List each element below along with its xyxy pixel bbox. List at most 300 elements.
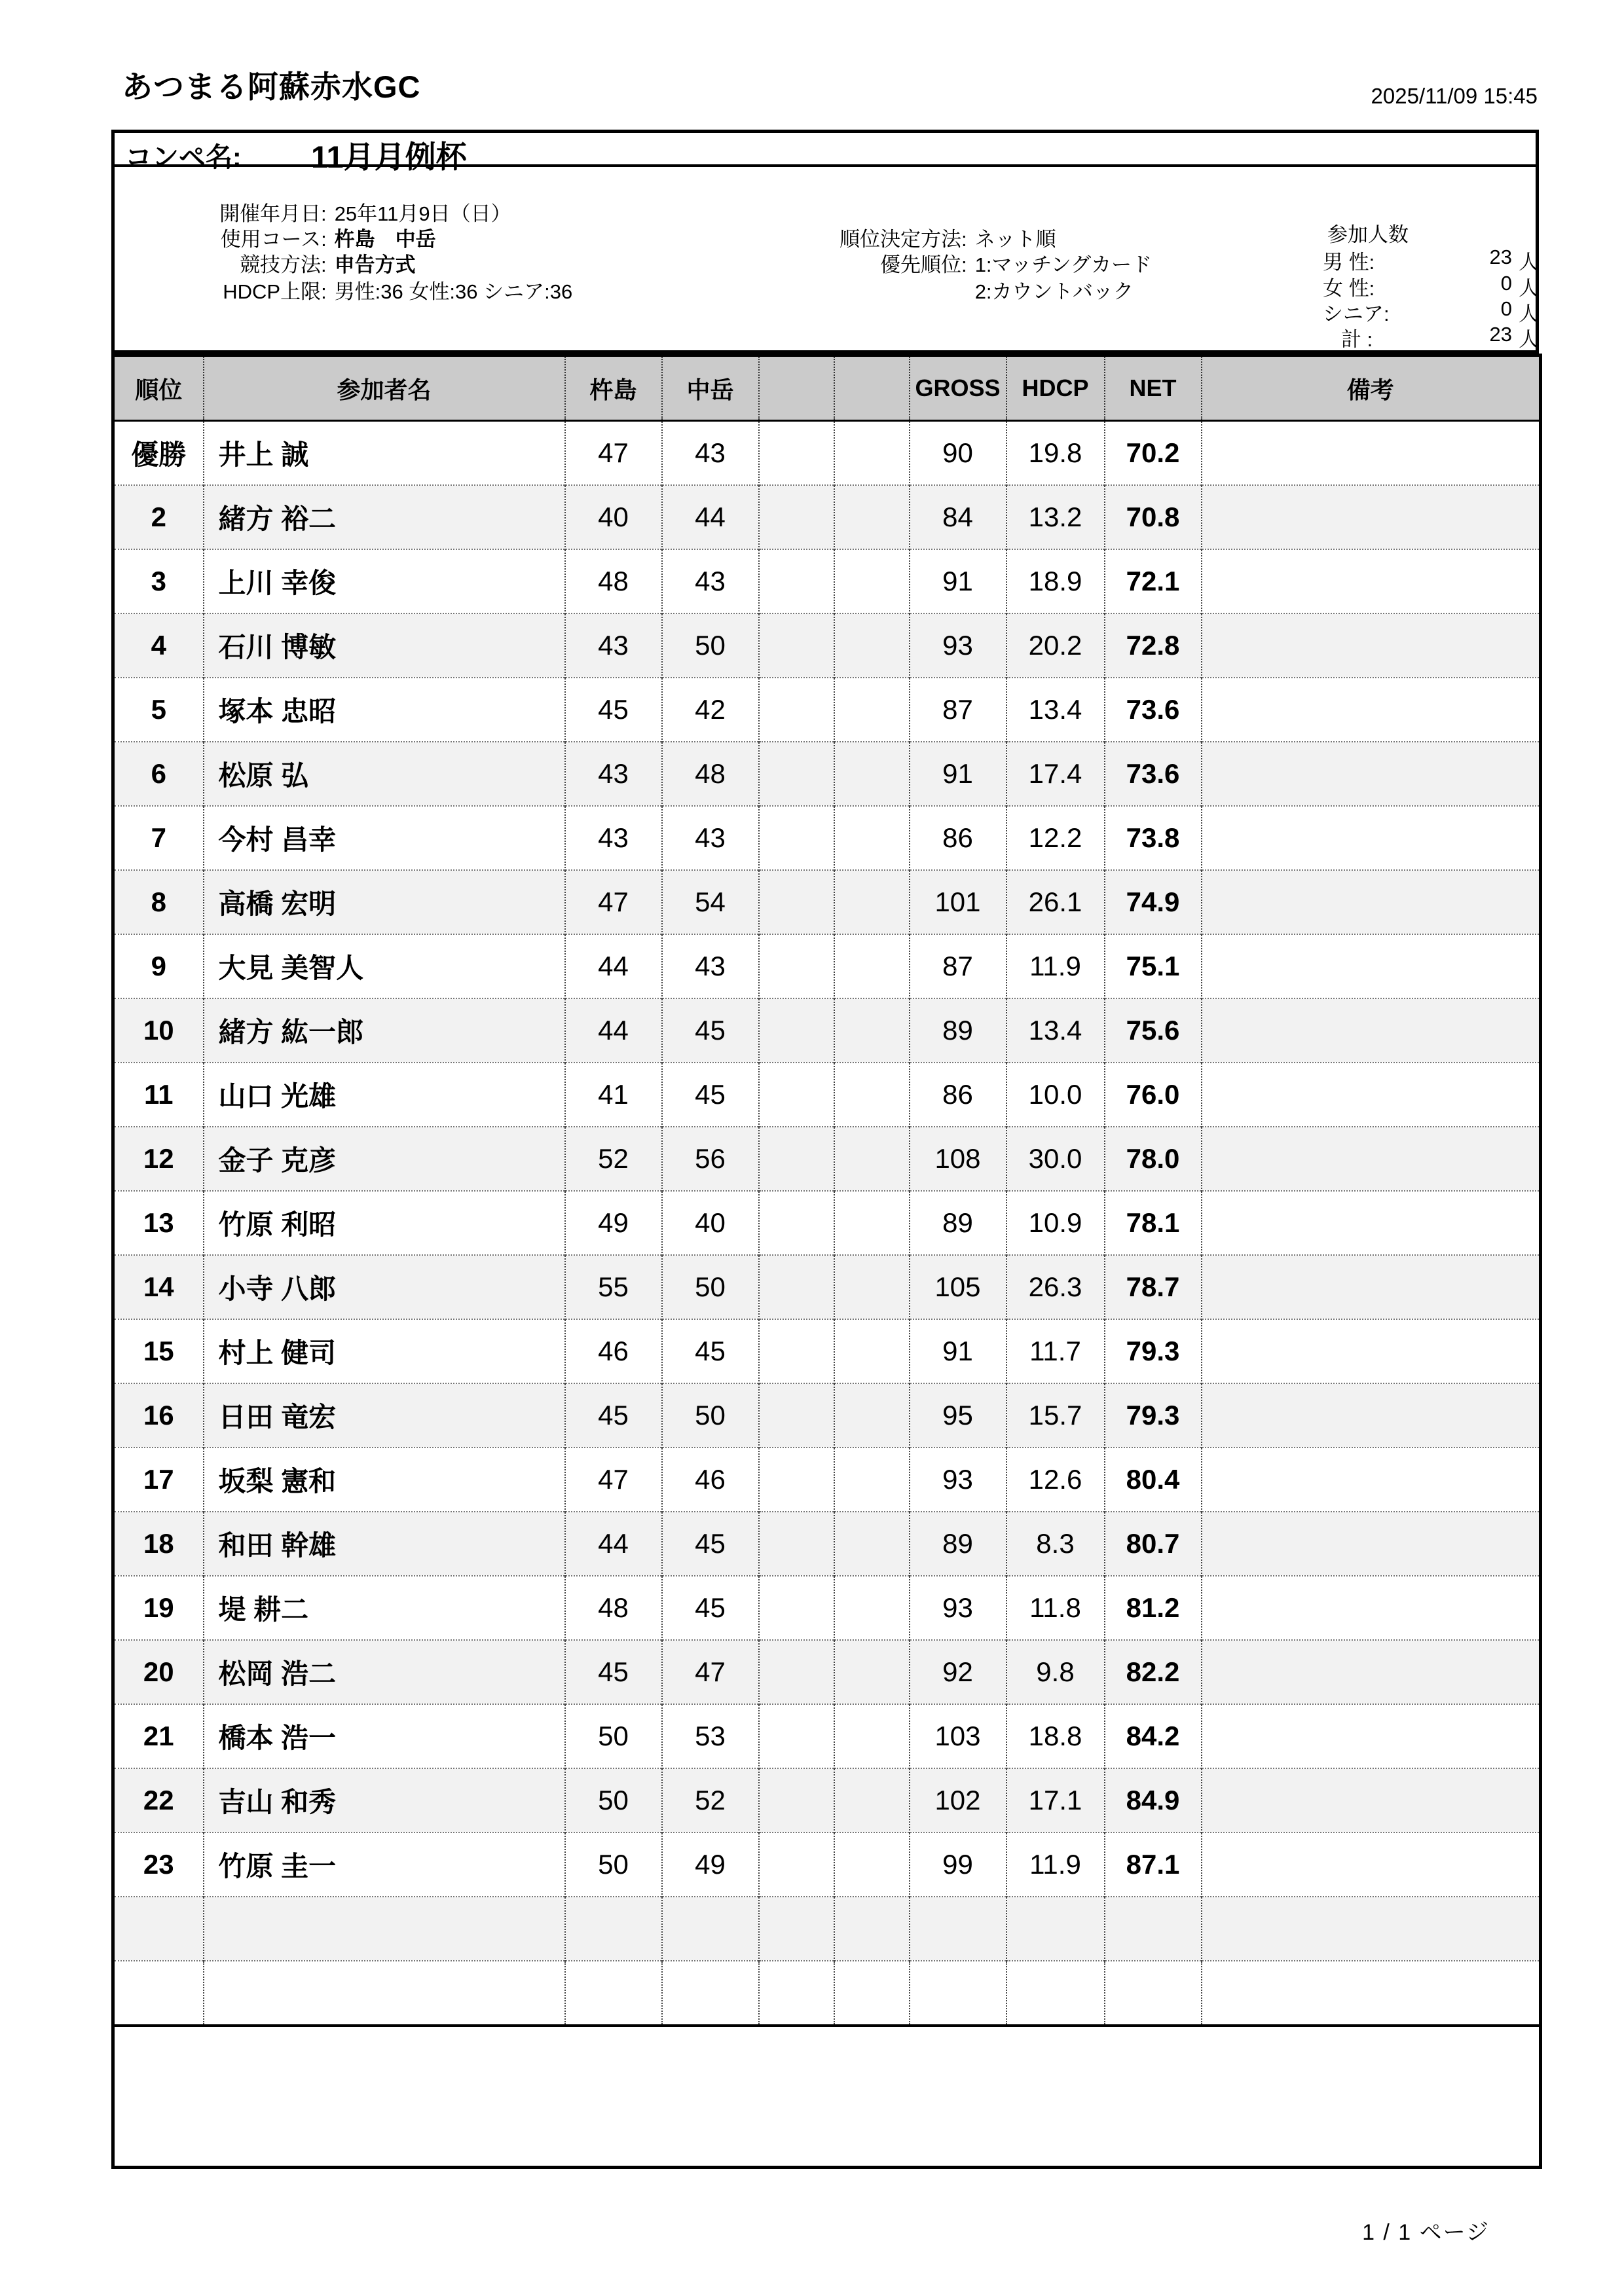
cell-rank: 2 [113,485,204,549]
cell-kijima: 52 [565,1127,662,1191]
cell-kijima: 45 [565,678,662,742]
cell-nakadake: 43 [662,806,759,870]
cell-kijima: 46 [565,1319,662,1383]
cell-gross: 86 [910,806,1006,870]
cell-name: 山口 光雄 [204,1063,565,1127]
cell-name: 和田 幹雄 [204,1512,565,1576]
cell-name: 小寺 八郎 [204,1255,565,1319]
cell-gross: 105 [910,1255,1006,1319]
cell-nakadake: 50 [662,1383,759,1448]
cell-kijima: 50 [565,1768,662,1832]
empty-row [113,1961,1541,2026]
cell-name: 日田 竜宏 [204,1383,565,1448]
cell-gross: 101 [910,870,1006,934]
competition-name-label: コンペ名: [125,142,242,172]
cell-empty [1105,1897,1202,1961]
cell-gross: 91 [910,742,1006,806]
competition-name: 11月月例杯 [311,139,467,174]
cell-rank: 14 [113,1255,204,1319]
cell-hdcp: 11.8 [1006,1576,1105,1640]
cell-name: 堤 耕二 [204,1576,565,1640]
cell-kijima: 47 [565,1448,662,1512]
page-number: 1 / 1 ページ [1362,2220,1490,2245]
cell-blank2 [834,1832,910,1897]
cell-blank2 [834,1768,910,1832]
cell-name: 井上 誠 [204,421,565,486]
print-timestamp: 2025/11/09 15:45 [1371,84,1538,108]
cell-blank1 [759,421,834,486]
cell-net: 75.1 [1105,934,1202,998]
competition-info-box [111,130,1539,354]
cell-kijima: 48 [565,1576,662,1640]
cell-remarks [1202,1448,1541,1512]
cell-net: 72.8 [1105,613,1202,678]
empty-row [113,1897,1541,1961]
cell-name: 緒方 紘一郎 [204,998,565,1063]
cell-kijima: 47 [565,870,662,934]
cell-blank1 [759,1640,834,1704]
cell-name: 石川 博敏 [204,613,565,678]
col-header-hdcp: HDCP [1006,355,1105,421]
participants-total-line [1323,323,1539,352]
cell-rank: 22 [113,1768,204,1832]
cell-name: 坂梨 憲和 [204,1448,565,1512]
cell-blank1 [759,742,834,806]
cell-rank: 7 [113,806,204,870]
course-value: 杵島 中岳 [334,228,436,251]
cell-nakadake: 49 [662,1832,759,1897]
cell-net: 78.1 [1105,1191,1202,1255]
cell-kijima: 55 [565,1255,662,1319]
cell-net: 74.9 [1105,870,1202,934]
cell-kijima: 41 [565,1063,662,1127]
cell-gross: 93 [910,1448,1006,1512]
hdcp-limit-line [125,251,572,328]
cell-name: 吉山 和秀 [204,1768,565,1832]
cell-gross: 89 [910,1191,1006,1255]
cell-blank2 [834,1383,910,1448]
cell-net: 70.2 [1105,421,1202,486]
cell-gross: 108 [910,1127,1006,1191]
cell-gross: 92 [910,1640,1006,1704]
cell-nakadake: 50 [662,1255,759,1319]
participants-unit: 人 [1519,302,1539,325]
col-header-remarks: 備考 [1202,355,1541,421]
cell-gross: 103 [910,1704,1006,1768]
cell-hdcp: 8.3 [1006,1512,1105,1576]
results-header-row [113,355,1541,421]
cell-remarks [1202,1512,1541,1576]
cell-net: 80.4 [1105,1448,1202,1512]
cell-nakadake: 42 [662,678,759,742]
cell-remarks [1202,1704,1541,1768]
cell-remarks [1202,549,1541,613]
cell-rank: 15 [113,1319,204,1383]
method-value: 申告方式 [334,253,416,276]
result-row [113,678,1541,742]
cell-name: 塚本 忠昭 [204,678,565,742]
cell-gross: 86 [910,1063,1006,1127]
cell-hdcp: 26.1 [1006,870,1105,934]
participants-senior-value: 0 [1500,297,1512,320]
cell-gross: 99 [910,1832,1006,1897]
cell-rank: 23 [113,1832,204,1897]
cell-empty [662,1897,759,1961]
cell-blank1 [759,1319,834,1383]
cell-nakadake: 53 [662,1704,759,1768]
cell-rank: 17 [113,1448,204,1512]
cell-blank1 [759,485,834,549]
col-header-kijima: 杵島 [565,355,662,421]
cell-name: 高橋 宏明 [204,870,565,934]
priority-value-2: 2:カウントバック [974,280,1134,303]
result-row [113,742,1541,806]
cell-kijima: 49 [565,1191,662,1255]
cell-net: 80.7 [1105,1512,1202,1576]
cell-hdcp: 10.9 [1006,1191,1105,1255]
cell-remarks [1202,678,1541,742]
cell-net: 78.0 [1105,1127,1202,1191]
cell-empty [113,1961,204,2026]
result-row [113,1383,1541,1448]
cell-nakadake: 45 [662,1576,759,1640]
cell-hdcp: 10.0 [1006,1063,1105,1127]
col-header-blank2 [834,355,910,421]
competition-name-row [115,133,1536,174]
cell-blank2 [834,806,910,870]
result-row [113,1832,1541,1897]
cell-blank1 [759,1191,834,1255]
cell-blank1 [759,1768,834,1832]
col-header-rank: 順位 [113,355,204,421]
result-row [113,1768,1541,1832]
cell-gross: 87 [910,678,1006,742]
cell-blank1 [759,1448,834,1512]
result-row [113,485,1541,549]
club-name: あつまる阿蘇赤水GC [122,69,421,104]
cell-remarks [1202,1640,1541,1704]
priority-line-2 [638,251,1134,328]
cell-nakadake: 52 [662,1768,759,1832]
cell-rank: 5 [113,678,204,742]
cell-blank2 [834,678,910,742]
cell-net: 78.7 [1105,1255,1202,1319]
cell-nakadake: 45 [662,1319,759,1383]
cell-name: 上川 幸俊 [204,549,565,613]
cell-blank2 [834,1255,910,1319]
cell-blank1 [759,1512,834,1576]
cell-rank: 20 [113,1640,204,1704]
cell-blank1 [759,549,834,613]
course-label: 使用コース: [220,228,327,251]
cell-blank2 [834,1319,910,1383]
cell-gross: 89 [910,998,1006,1063]
cell-rank: 13 [113,1191,204,1255]
cell-remarks [1202,613,1541,678]
cell-nakadake: 47 [662,1640,759,1704]
cell-hdcp: 11.7 [1006,1319,1105,1383]
cell-nakadake: 46 [662,1448,759,1512]
cell-blank2 [834,1640,910,1704]
cell-blank1 [759,1127,834,1191]
cell-net: 70.8 [1105,485,1202,549]
cell-gross: 87 [910,934,1006,998]
cell-empty [565,1961,662,2026]
participants-unit: 人 [1519,328,1539,351]
cell-hdcp: 11.9 [1006,1832,1105,1897]
cell-name: 金子 克彦 [204,1127,565,1191]
participants-unit: 人 [1519,277,1539,300]
cell-kijima: 43 [565,613,662,678]
cell-hdcp: 19.8 [1006,421,1105,486]
participants-total-label: 計 : [1341,328,1373,351]
cell-hdcp: 30.0 [1006,1127,1105,1191]
cell-name: 緒方 裕二 [204,485,565,549]
cell-net: 79.3 [1105,1383,1202,1448]
participants-women-value: 0 [1500,272,1512,295]
priority-label: 優先順位: [880,253,967,276]
cell-gross: 93 [910,1576,1006,1640]
cell-blank2 [834,934,910,998]
cell-nakadake: 43 [662,549,759,613]
event-date-label: 開催年月日: [219,202,327,225]
col-header-nakadake: 中岳 [662,355,759,421]
cell-blank1 [759,1576,834,1640]
cell-kijima: 44 [565,934,662,998]
cell-hdcp: 18.9 [1006,549,1105,613]
cell-empty [1202,1897,1541,1961]
participants-senior-label: シニア: [1323,302,1390,325]
cell-nakadake: 43 [662,934,759,998]
cell-blank1 [759,1063,834,1127]
cell-kijima: 45 [565,1640,662,1704]
cell-remarks [1202,485,1541,549]
cell-remarks [1202,1383,1541,1448]
cell-nakadake: 54 [662,870,759,934]
participants-unit: 人 [1519,251,1539,274]
cell-empty [834,1961,910,2026]
cell-gross: 84 [910,485,1006,549]
cell-net: 73.6 [1105,678,1202,742]
cell-blank1 [759,1255,834,1319]
cell-remarks [1202,1319,1541,1383]
col-header-net: NET [1105,355,1202,421]
cell-nakadake: 48 [662,742,759,806]
ranking-method-value: ネット順 [974,228,1056,251]
cell-nakadake: 44 [662,485,759,549]
cell-blank2 [834,1704,910,1768]
cell-blank2 [834,1063,910,1127]
cell-nakadake: 45 [662,1512,759,1576]
participants-men-line [1323,246,1539,275]
cell-rank: 9 [113,934,204,998]
bottom-empty-cell [113,2026,1541,2168]
cell-blank2 [834,421,910,486]
cell-kijima: 47 [565,421,662,486]
cell-rank: 19 [113,1576,204,1640]
col-header-blank1 [759,355,834,421]
cell-nakadake: 50 [662,613,759,678]
cell-net: 73.6 [1105,742,1202,806]
cell-nakadake: 45 [662,998,759,1063]
cell-rank: 21 [113,1704,204,1768]
cell-name: 村上 健司 [204,1319,565,1383]
cell-gross: 90 [910,421,1006,486]
cell-hdcp: 26.3 [1006,1255,1105,1319]
cell-hdcp: 12.2 [1006,806,1105,870]
cell-remarks [1202,1063,1541,1127]
cell-blank2 [834,485,910,549]
cell-name: 橋本 浩一 [204,1704,565,1768]
result-row [113,421,1541,486]
result-row [113,998,1541,1063]
cell-empty [113,1897,204,1961]
cell-name: 松岡 浩二 [204,1640,565,1704]
result-row [113,1640,1541,1704]
cell-hdcp: 17.4 [1006,742,1105,806]
cell-blank1 [759,1832,834,1897]
cell-kijima: 44 [565,1512,662,1576]
cell-blank2 [834,1512,910,1576]
cell-name: 今村 昌幸 [204,806,565,870]
cell-gross: 89 [910,1512,1006,1576]
cell-net: 72.1 [1105,549,1202,613]
cell-empty [204,1897,565,1961]
cell-empty [834,1897,910,1961]
cell-hdcp: 9.8 [1006,1640,1105,1704]
cell-nakadake: 43 [662,421,759,486]
cell-hdcp: 18.8 [1006,1704,1105,1768]
cell-rank: 11 [113,1063,204,1127]
result-row [113,1255,1541,1319]
cell-blank1 [759,1704,834,1768]
cell-net: 82.2 [1105,1640,1202,1704]
cell-nakadake: 56 [662,1127,759,1191]
results-table [111,354,1542,2169]
cell-blank2 [834,870,910,934]
cell-remarks [1202,1768,1541,1832]
cell-name: 竹原 圭一 [204,1832,565,1897]
cell-kijima: 50 [565,1704,662,1768]
cell-empty [204,1961,565,2026]
result-row [113,1319,1541,1383]
participants-men-label: 男 性: [1323,251,1375,274]
cell-nakadake: 45 [662,1063,759,1127]
result-row [113,1063,1541,1127]
cell-empty [910,1961,1006,2026]
cell-net: 84.9 [1105,1768,1202,1832]
cell-rank: 3 [113,549,204,613]
cell-remarks [1202,1191,1541,1255]
cell-gross: 91 [910,1319,1006,1383]
cell-remarks [1202,806,1541,870]
col-header-name: 参加者名 [204,355,565,421]
bottom-empty-box [113,2026,1541,2168]
cell-blank2 [834,1448,910,1512]
cell-name: 大見 美智人 [204,934,565,998]
result-row [113,1704,1541,1768]
cell-net: 73.8 [1105,806,1202,870]
cell-remarks [1202,742,1541,806]
cell-blank2 [834,742,910,806]
cell-hdcp: 15.7 [1006,1383,1105,1448]
cell-kijima: 43 [565,742,662,806]
cell-empty [759,1961,834,2026]
cell-name: 松原 弘 [204,742,565,806]
cell-remarks [1202,421,1541,486]
cell-hdcp: 20.2 [1006,613,1105,678]
cell-hdcp: 13.2 [1006,485,1105,549]
cell-rank: 18 [113,1512,204,1576]
cell-kijima: 44 [565,998,662,1063]
col-header-gross: GROSS [910,355,1006,421]
cell-remarks [1202,870,1541,934]
hdcp-limit-label: HDCP上限: [223,280,327,303]
cell-empty [1006,1961,1105,2026]
cell-empty [565,1897,662,1961]
cell-empty [1006,1897,1105,1961]
cell-hdcp: 13.4 [1006,678,1105,742]
cell-rank: 4 [113,613,204,678]
ranking-method-label: 順位決定方法: [840,228,967,251]
cell-gross: 91 [910,549,1006,613]
cell-empty [662,1961,759,2026]
cell-remarks [1202,934,1541,998]
cell-net: 81.2 [1105,1576,1202,1640]
cell-kijima: 43 [565,806,662,870]
cell-net: 75.6 [1105,998,1202,1063]
cell-blank2 [834,613,910,678]
cell-kijima: 50 [565,1832,662,1897]
result-row [113,1576,1541,1640]
cell-hdcp: 13.4 [1006,998,1105,1063]
cell-kijima: 45 [565,1383,662,1448]
cell-blank1 [759,1383,834,1448]
result-row [113,806,1541,870]
cell-empty [1105,1961,1202,2026]
cell-net: 76.0 [1105,1063,1202,1127]
cell-empty [910,1897,1006,1961]
cell-remarks [1202,1255,1541,1319]
cell-gross: 93 [910,613,1006,678]
cell-blank1 [759,678,834,742]
cell-remarks [1202,998,1541,1063]
cell-hdcp: 17.1 [1006,1768,1105,1832]
cell-rank: 6 [113,742,204,806]
cell-empty [759,1897,834,1961]
event-date-value: 25年11月9日（日） [334,202,511,225]
cell-nakadake: 40 [662,1191,759,1255]
result-row [113,613,1541,678]
cell-blank1 [759,806,834,870]
cell-gross: 102 [910,1768,1006,1832]
priority-value-1: 1:マッチングカード [974,253,1153,276]
result-row [113,1512,1541,1576]
cell-blank2 [834,1127,910,1191]
cell-remarks [1202,1576,1541,1640]
result-row [113,1191,1541,1255]
cell-net: 84.2 [1105,1704,1202,1768]
method-label: 競技方法: [240,253,327,276]
cell-blank2 [834,1191,910,1255]
cell-net: 79.3 [1105,1319,1202,1383]
result-row [113,934,1541,998]
participants-men-value: 23 [1489,246,1512,268]
cell-hdcp: 12.6 [1006,1448,1105,1512]
cell-rank: 8 [113,870,204,934]
cell-blank2 [834,549,910,613]
cell-blank1 [759,998,834,1063]
